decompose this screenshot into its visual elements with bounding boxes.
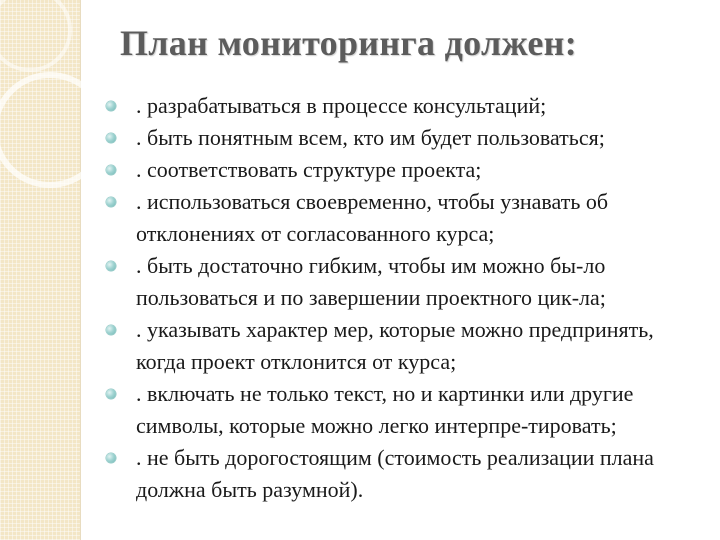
decorative-circles-icon [0, 0, 120, 200]
list-item [106, 186, 706, 250]
list-item-text: . соответствовать структуре проекта; [136, 157, 482, 182]
list-item [106, 154, 706, 186]
list-item-text: . быть понятным всем, кто им будет пользоваться; [136, 125, 605, 150]
list-item [106, 122, 706, 154]
bullet-icon [106, 389, 116, 399]
list-item-text: . включать не только текст, но и картинки или другие символы, которые можно легко интерпре-тировать; [136, 381, 634, 438]
list-item [106, 90, 706, 122]
list-item-text: . использоваться своевременно, чтобы узнавать об отклонениях от согласованного курса; [136, 189, 609, 246]
list-item-text: . разрабатываться в процессе консультаций; [136, 93, 547, 118]
bullet-icon [106, 197, 116, 207]
list-item-text: . быть достаточно гибким, чтобы им можно бы-ло пользоваться и по завершении проектного цик-ла; [136, 253, 606, 310]
list-item-text: . указывать характер мер, которые можно предпринять, когда проект отклонится от курса; [136, 317, 654, 374]
list-item [106, 442, 706, 506]
bullet-icon [106, 453, 116, 463]
list-item [106, 378, 706, 442]
list-item [106, 250, 706, 314]
slide-title: План мониторинга должен: [120, 23, 578, 63]
list-item-text: . не быть дорогостоящим (стоимость реализации плана должна быть разумной). [136, 445, 654, 502]
bullet-icon [106, 165, 116, 175]
bullet-icon [106, 261, 116, 271]
bullet-list [106, 90, 706, 506]
bullet-icon [106, 325, 116, 335]
bullet-icon [106, 133, 116, 143]
bullet-icon [106, 101, 116, 111]
list-item [106, 314, 706, 378]
